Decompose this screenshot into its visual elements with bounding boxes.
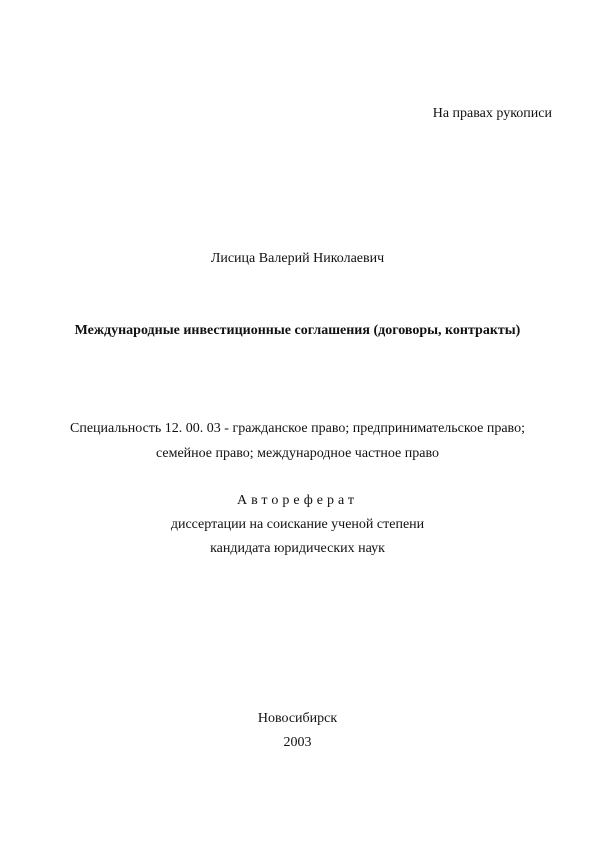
degree-line-2: кандидата юридических наук: [210, 541, 385, 556]
dissertation-title: Международные инвестиционные соглашения (договоры, контракты): [74, 323, 521, 338]
abstract-label: Автореферат: [237, 493, 358, 508]
manuscript-rights-note: На правах рукописи: [432, 106, 552, 121]
specialty-line-1: Специальность 12. 00. 03 - гражданское право; предпринимательское право;: [70, 421, 525, 436]
year: 2003: [283, 735, 312, 750]
author-name: Лисица Валерий Николаевич: [210, 251, 385, 266]
city: Новосибирск: [257, 711, 338, 726]
degree-line-1: диссертации на соискание ученой степени: [170, 517, 425, 532]
specialty-line-2: семейное право; международное частное право: [155, 446, 439, 461]
